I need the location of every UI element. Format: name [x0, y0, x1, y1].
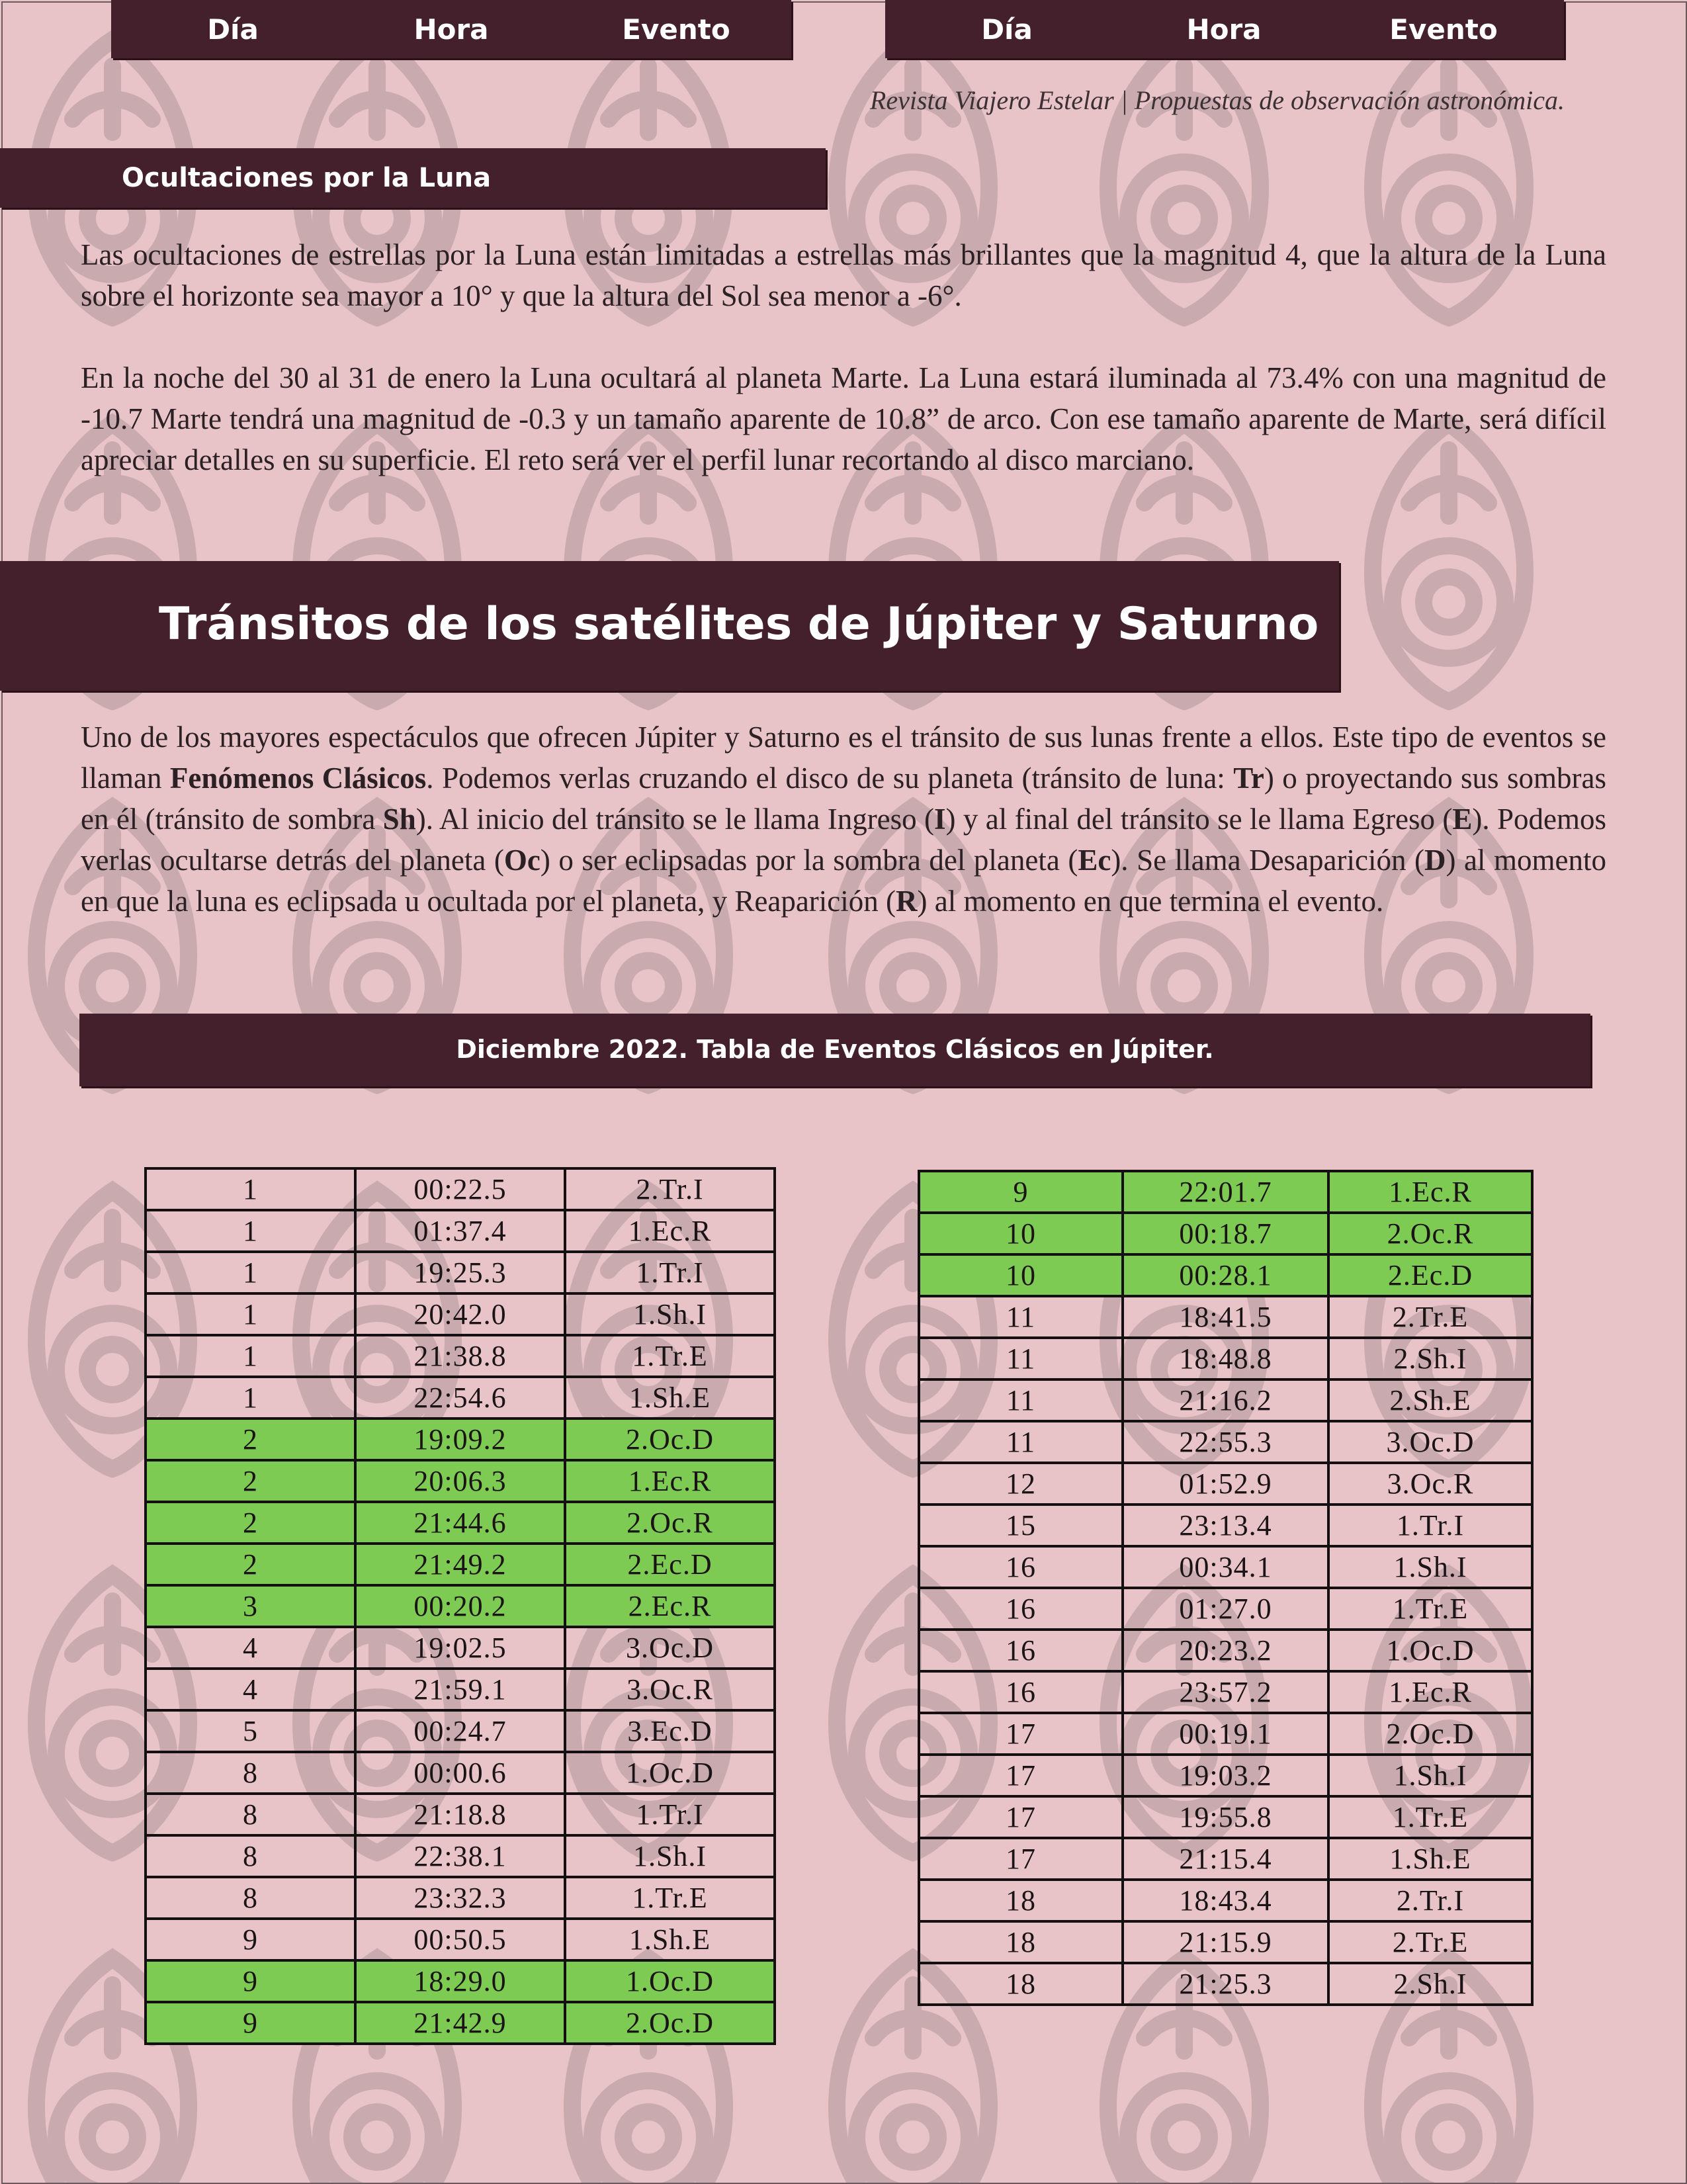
cell-evento: 1.Ec.R — [1328, 1171, 1532, 1213]
cell-hora: 19:09.2 — [355, 1419, 565, 1460]
table-row — [146, 1710, 775, 1752]
cell-dia: 17 — [919, 1796, 1123, 1838]
cell-evento: 1.Tr.E — [1328, 1796, 1532, 1838]
table-row — [146, 1960, 775, 2002]
cell-dia: 11 — [919, 1296, 1123, 1338]
text-run: ) o ser eclipsadas por la sombra del planeta ( — [540, 844, 1078, 877]
cell-hora: 20:23.2 — [1123, 1630, 1328, 1671]
section-heading-ocultaciones — [0, 148, 826, 208]
cell-dia: 15 — [919, 1505, 1123, 1546]
cell-hora: 01:27.0 — [1123, 1588, 1328, 1630]
cell-evento: 2.Ec.D — [1328, 1254, 1532, 1296]
cell-dia: 18 — [919, 1880, 1123, 1921]
text-run: Uno de los mayores espectáculos que ofrecen Júpiter y Saturno es el tránsito de sus lunas frente a ellos. Este tipo de eventos se llaman — [81, 721, 1606, 795]
cell-hora: 00:20.2 — [355, 1585, 565, 1627]
cell-dia: 4 — [146, 1669, 355, 1710]
cell-dia: 16 — [919, 1588, 1123, 1630]
cell-hora: 00:28.1 — [1123, 1254, 1328, 1296]
cell-evento: 1.Sh.I — [565, 1835, 775, 1877]
cell-hora: 00:19.1 — [1123, 1713, 1328, 1755]
table-row — [146, 1168, 775, 1210]
cell-evento: 2.Tr.E — [1328, 1921, 1532, 1963]
cell-evento: 1.Sh.I — [1328, 1546, 1532, 1588]
cell-hora: 22:38.1 — [355, 1835, 565, 1877]
cell-hora: 19:25.3 — [355, 1252, 565, 1293]
table-row — [919, 1755, 1532, 1796]
table-row — [146, 1544, 775, 1585]
table-row — [919, 1630, 1532, 1671]
cell-evento: 1.Tr.E — [565, 1877, 775, 1919]
table-row — [146, 1419, 775, 1460]
cell-evento: 3.Oc.R — [1328, 1463, 1532, 1505]
cell-dia: 8 — [146, 1835, 355, 1877]
cell-evento: 2.Sh.I — [1328, 1963, 1532, 2005]
text-run: ) y al final del tránsito se le llama Egreso ( — [945, 803, 1453, 836]
cell-dia: 16 — [919, 1546, 1123, 1588]
text-run: ) al momento en que la luna es eclipsada u ocultada por el planeta, y Reaparición ( — [81, 844, 1606, 918]
cell-hora: 20:42.0 — [355, 1293, 565, 1335]
bold-term: I — [934, 803, 946, 836]
cell-hora: 21:44.6 — [355, 1502, 565, 1544]
cell-evento: 1.Tr.E — [565, 1335, 775, 1377]
table-row — [919, 1505, 1532, 1546]
bold-term: Fenómenos Clásicos — [169, 762, 427, 795]
table-row — [919, 1713, 1532, 1755]
cell-evento: 1.Tr.I — [1328, 1505, 1532, 1546]
bold-term: Ec — [1078, 844, 1111, 877]
cell-hora: 21:18.8 — [355, 1794, 565, 1835]
table-row — [919, 1546, 1532, 1588]
cell-evento: 3.Oc.D — [565, 1627, 775, 1669]
text-run: ) o proyectando sus sombras en él (tránsito de sombra — [81, 762, 1606, 836]
cell-evento: 3.Oc.R — [565, 1669, 775, 1710]
cell-dia: 17 — [919, 1755, 1123, 1796]
cell-dia: 8 — [146, 1794, 355, 1835]
cell-hora: 21:38.8 — [355, 1335, 565, 1377]
cell-evento: 1.Tr.E — [1328, 1588, 1532, 1630]
cell-hora: 18:29.0 — [355, 1960, 565, 2002]
cell-dia: 17 — [919, 1838, 1123, 1880]
events-table-left — [144, 1167, 776, 2045]
cell-evento: 3.Ec.D — [565, 1710, 775, 1752]
cell-evento: 2.Ec.D — [565, 1544, 775, 1585]
cell-hora: 19:55.8 — [1123, 1796, 1328, 1838]
cell-hora: 23:32.3 — [355, 1877, 565, 1919]
table-row — [146, 1210, 775, 1252]
table-row — [919, 1921, 1532, 1963]
cell-dia: 9 — [919, 1171, 1123, 1213]
cell-evento: 2.Oc.D — [565, 2002, 775, 2044]
table-row — [146, 1460, 775, 1502]
table-row — [919, 1296, 1532, 1338]
table-row — [919, 1463, 1532, 1505]
cell-dia: 17 — [919, 1713, 1123, 1755]
cell-evento: 1.Ec.R — [565, 1210, 775, 1252]
column-header-hora: Hora — [1186, 13, 1262, 46]
cell-hora: 18:48.8 — [1123, 1338, 1328, 1379]
cell-evento: 1.Sh.E — [565, 1377, 775, 1419]
bold-term: D — [1424, 844, 1446, 877]
cell-evento: 2.Ec.R — [565, 1585, 775, 1627]
cell-hora: 00:50.5 — [355, 1919, 565, 1960]
table-row — [146, 1293, 775, 1335]
cell-evento: 1.Ec.R — [1328, 1671, 1532, 1713]
cell-dia: 16 — [919, 1630, 1123, 1671]
column-header-hora: Hora — [413, 13, 489, 46]
table-row — [146, 1835, 775, 1877]
paragraph-transitos — [81, 717, 1606, 922]
table-row — [146, 1877, 775, 1919]
cell-dia: 2 — [146, 1419, 355, 1460]
cell-dia: 18 — [919, 1921, 1123, 1963]
cell-dia: 2 — [146, 1460, 355, 1502]
column-header-dia: Día — [981, 13, 1033, 46]
table-row — [146, 1252, 775, 1293]
cell-hora: 18:41.5 — [1123, 1296, 1328, 1338]
section-heading-text: Tránsitos de los satélites de Júpiter y Saturno — [159, 598, 1319, 650]
column-header-evento: Evento — [1389, 13, 1498, 46]
cell-hora: 21:25.3 — [1123, 1963, 1328, 2005]
bold-term: Sh — [382, 803, 416, 836]
table-row — [146, 1585, 775, 1627]
cell-dia: 1 — [146, 1210, 355, 1252]
bold-term: E — [1452, 803, 1473, 836]
cell-dia: 11 — [919, 1379, 1123, 1421]
table-header-left — [111, 0, 791, 58]
cell-dia: 4 — [146, 1627, 355, 1669]
table-row — [146, 1502, 775, 1544]
cell-evento: 1.Sh.E — [565, 1919, 775, 1960]
section-heading-text: Ocultaciones por la Luna — [122, 163, 492, 193]
cell-hora: 00:18.7 — [1123, 1213, 1328, 1254]
cell-hora: 01:52.9 — [1123, 1463, 1328, 1505]
cell-dia: 11 — [919, 1421, 1123, 1463]
table-row — [146, 1335, 775, 1377]
cell-hora: 23:13.4 — [1123, 1505, 1328, 1546]
table-row — [919, 1421, 1532, 1463]
table-row — [919, 1671, 1532, 1713]
cell-evento: 1.Oc.D — [565, 1960, 775, 2002]
cell-evento: 1.Oc.D — [1328, 1630, 1532, 1671]
cell-hora: 21:42.9 — [355, 2002, 565, 2044]
cell-dia: 1 — [146, 1293, 355, 1335]
text-run: ). Al inicio del tránsito se le llama Ingreso ( — [415, 803, 935, 836]
cell-hora: 00:34.1 — [1123, 1546, 1328, 1588]
paragraph-ocultaciones-1: Las ocultaciones de estrellas por la Luna están limitadas a estrellas más brillantes que la magnitud 4, que la altura de la Luna sobre el horizonte sea mayor a 10° y que la altura del Sol sea menor a -6°. — [81, 238, 1606, 312]
cell-evento: 2.Sh.E — [1328, 1379, 1532, 1421]
table-row — [919, 1171, 1532, 1213]
cell-hora: 21:16.2 — [1123, 1379, 1328, 1421]
cell-dia: 3 — [146, 1585, 355, 1627]
cell-dia: 1 — [146, 1252, 355, 1293]
table-header-right — [885, 0, 1564, 58]
cell-dia: 18 — [919, 1963, 1123, 2005]
table-row — [919, 1588, 1532, 1630]
cell-hora: 19:03.2 — [1123, 1755, 1328, 1796]
table-row — [919, 1963, 1532, 2005]
section-heading-transitos — [0, 561, 1339, 691]
table-row — [146, 2002, 775, 2044]
cell-evento: 1.Tr.I — [565, 1794, 775, 1835]
cell-dia: 1 — [146, 1377, 355, 1419]
table-row — [146, 1377, 775, 1419]
table-row — [919, 1213, 1532, 1254]
bold-term: Tr — [1233, 762, 1264, 795]
paragraph-ocultaciones-2: En la noche del 30 al 31 de enero la Luna ocultará al planeta Marte. La Luna estará iluminada al 73.4% con una magnitud de -10.7 Marte tendrá una magnitud de -0.3 y un tamaño aparente de 10.8” de arco. Con ese tamaño aparente de Marte, será difícil apreciar detalles en su superficie. El reto será ver el perfil lunar recortando al disco marciano. — [81, 361, 1606, 476]
cell-dia: 8 — [146, 1752, 355, 1794]
table-row — [919, 1880, 1532, 1921]
table-row — [146, 1919, 775, 1960]
cell-evento: 2.Oc.D — [1328, 1713, 1532, 1755]
cell-evento: 2.Tr.I — [1328, 1880, 1532, 1921]
table-row — [919, 1796, 1532, 1838]
running-header: Revista Viajero Estelar | Propuestas de observación astronómica. — [869, 85, 1565, 115]
cell-hora: 00:24.7 — [355, 1710, 565, 1752]
cell-hora: 00:22.5 — [355, 1168, 565, 1210]
cell-dia: 16 — [919, 1671, 1123, 1713]
cell-evento: 2.Oc.D — [565, 1419, 775, 1460]
cell-dia: 5 — [146, 1710, 355, 1752]
text-run: ). Podemos verlas ocultarse detrás del planeta ( — [81, 803, 1607, 877]
cell-hora: 22:54.6 — [355, 1377, 565, 1419]
text-run: ) al momento en que termina el evento. — [917, 885, 1384, 918]
cell-dia: 1 — [146, 1335, 355, 1377]
table-row — [919, 1379, 1532, 1421]
cell-evento: 2.Tr.E — [1328, 1296, 1532, 1338]
cell-dia: 9 — [146, 1960, 355, 2002]
cell-dia: 2 — [146, 1544, 355, 1585]
table-title-band — [79, 1014, 1590, 1086]
events-table-right — [918, 1170, 1534, 2006]
cell-dia: 10 — [919, 1254, 1123, 1296]
cell-hora: 20:06.3 — [355, 1460, 565, 1502]
cell-dia: 10 — [919, 1213, 1123, 1254]
cell-hora: 21:15.9 — [1123, 1921, 1328, 1963]
text-run: ). Se llama Desaparición ( — [1111, 844, 1424, 877]
cell-evento: 2.Tr.I — [565, 1168, 775, 1210]
cell-hora: 23:57.2 — [1123, 1671, 1328, 1713]
cell-evento: 2.Oc.R — [1328, 1213, 1532, 1254]
cell-hora: 22:01.7 — [1123, 1171, 1328, 1213]
cell-evento: 1.Ec.R — [565, 1460, 775, 1502]
cell-evento: 1.Sh.E — [1328, 1838, 1532, 1880]
cell-hora: 21:15.4 — [1123, 1838, 1328, 1880]
cell-dia: 11 — [919, 1338, 1123, 1379]
table-title: Diciembre 2022. Tabla de Eventos Clásicos en Júpiter. — [456, 1035, 1214, 1064]
column-header-evento: Evento — [622, 13, 730, 46]
cell-dia: 12 — [919, 1463, 1123, 1505]
table-row — [146, 1752, 775, 1794]
table-row — [146, 1627, 775, 1669]
cell-evento: 1.Oc.D — [565, 1752, 775, 1794]
cell-hora: 19:02.5 — [355, 1627, 565, 1669]
table-row — [919, 1338, 1532, 1379]
cell-dia: 2 — [146, 1502, 355, 1544]
cell-hora: 22:55.3 — [1123, 1421, 1328, 1463]
text-run: . Podemos verlas cruzando el disco de su planeta (tránsito de luna: — [426, 762, 1234, 795]
cell-evento: 1.Sh.I — [1328, 1755, 1532, 1796]
cell-dia: 9 — [146, 1919, 355, 1960]
cell-hora: 18:43.4 — [1123, 1880, 1328, 1921]
cell-dia: 1 — [146, 1168, 355, 1210]
table-row — [146, 1794, 775, 1835]
table-row — [919, 1838, 1532, 1880]
bold-term: Oc — [503, 844, 541, 877]
cell-evento: 3.Oc.D — [1328, 1421, 1532, 1463]
cell-hora: 00:00.6 — [355, 1752, 565, 1794]
table-row — [919, 1254, 1532, 1296]
table-row — [146, 1669, 775, 1710]
cell-hora: 21:49.2 — [355, 1544, 565, 1585]
cell-dia: 9 — [146, 2002, 355, 2044]
cell-hora: 21:59.1 — [355, 1669, 565, 1710]
cell-evento: 2.Sh.I — [1328, 1338, 1532, 1379]
cell-evento: 2.Oc.R — [565, 1502, 775, 1544]
bold-term: R — [896, 885, 918, 918]
cell-evento: 1.Sh.I — [565, 1293, 775, 1335]
cell-dia: 8 — [146, 1877, 355, 1919]
cell-hora: 01:37.4 — [355, 1210, 565, 1252]
cell-evento: 1.Tr.I — [565, 1252, 775, 1293]
column-header-dia: Día — [207, 13, 259, 46]
